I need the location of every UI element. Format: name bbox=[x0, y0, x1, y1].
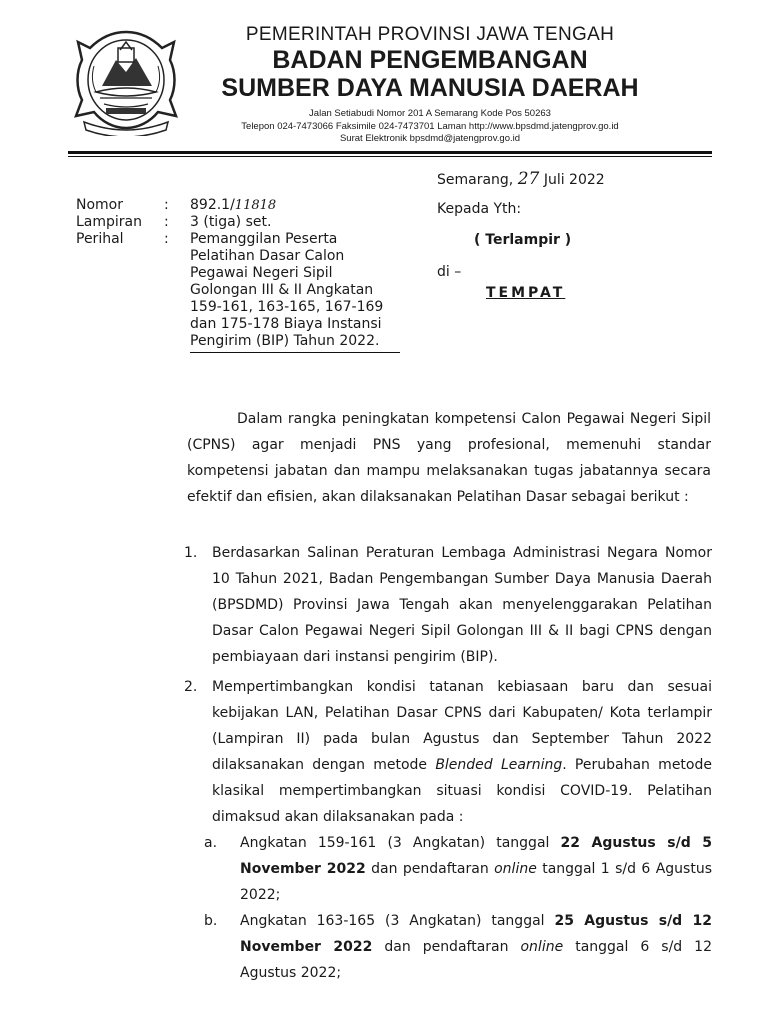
letterhead bbox=[190, 24, 670, 146]
sub-list-item-a bbox=[204, 830, 712, 908]
jawa-tengah-seal-icon bbox=[66, 26, 186, 136]
item-text: Berdasarkan Salinan Peraturan Lembaga Administrasi Negara Nomor 10 Tahun 2021, Badan Pengembangan Sumber Daya Manusia Daerah (BPSDMD) Provinsi Jawa Tengah akan menyelenggarakan Pelatihan Dasar Calon Pegawai Negeri Sipil Golongan III & II bagi CPNS dengan pembiayaan dari instansi pengirim (BIP). bbox=[212, 545, 712, 665]
sub-item-dates-bold: 25 Agustus s/d 12 November 2022 bbox=[240, 913, 713, 955]
contact-line: Telepon 024-7473066 Faksimile 024-7473701 Laman http://www.bpsdmd.jatengprov.go.id bbox=[241, 120, 619, 132]
sub-item-text-part: Angkatan 159-161 (3 Angkatan) tanggal bbox=[240, 835, 561, 851]
perihal-line: Pemanggilan Peserta bbox=[190, 231, 338, 247]
date-day-handwritten: 27 bbox=[517, 169, 540, 189]
kepada-label: Kepada Yth: bbox=[437, 201, 522, 217]
recipient-tempat: TEMPAT bbox=[486, 285, 566, 301]
sub-item-dates-bold: 22 Agustus s/d 5 November 2022 bbox=[240, 835, 712, 877]
di-label: di – bbox=[437, 264, 462, 280]
sub-item-text-part: tanggal 6 s/d 12 Agustus 2022; bbox=[240, 939, 712, 981]
item-text-part: Mempertimbangkan kondisi tatanan kebiasaan baru dan sesuai kebijakan LAN, Pelatihan Dasar CPNS dari Kabupaten/ Kota terlampir (Lampiran II) pada bulan Agustus dan September Tahun 2022 dilaksanakan dengan metode bbox=[212, 679, 712, 773]
numbered-list-item-2 bbox=[184, 674, 712, 830]
colon: : bbox=[164, 197, 169, 213]
numbered-list-item-1 bbox=[184, 540, 712, 670]
perihal-label: Perihal bbox=[76, 231, 124, 247]
sub-item-letter: a. bbox=[204, 835, 218, 851]
item-text bbox=[212, 674, 712, 830]
government-name: PEMERINTAH PROVINSI JAWA TENGAH bbox=[245, 24, 615, 45]
lampiran-label: Lampiran bbox=[76, 214, 143, 230]
sub-list-item-b bbox=[204, 908, 712, 986]
colon: : bbox=[164, 214, 169, 230]
sub-item-text-part: dan pendaftaran bbox=[372, 939, 521, 955]
perihal-value bbox=[190, 231, 400, 353]
nomor-handwritten: 11818 bbox=[234, 198, 277, 213]
perihal-line: Pelatihan Dasar Calon bbox=[190, 248, 345, 264]
nomor-value bbox=[190, 197, 400, 214]
letter-meta bbox=[76, 197, 400, 353]
sub-item-text bbox=[240, 908, 712, 986]
sub-item-text-part: tanggal 1 s/d 6 Agustus 2022; bbox=[240, 861, 713, 903]
sub-item-text-part: dan pendaftaran bbox=[365, 861, 495, 877]
sub-item-text-italic: online bbox=[520, 939, 564, 955]
sub-item-letter: b. bbox=[204, 913, 218, 929]
letter-date bbox=[437, 169, 605, 189]
agency-name-line1: BADAN PENGEMBANGAN bbox=[272, 46, 588, 74]
item-number: 2. bbox=[184, 679, 198, 695]
letterhead-divider-thin bbox=[68, 156, 712, 157]
nomor-label: Nomor bbox=[76, 197, 123, 213]
email-line: Surat Elektronik bpsdmd@jatengprov.go.id bbox=[339, 133, 521, 144]
perihal-line: Pegawai Negeri Sipil bbox=[190, 265, 333, 281]
perihal-line: Pengirim (BIP) Tahun 2022. bbox=[190, 333, 400, 353]
address-line: Jalan Setiabudi Nomor 201 A Semarang Kode Pos 50263 bbox=[309, 108, 551, 119]
perihal-row bbox=[76, 231, 400, 353]
date-city: Semarang, bbox=[437, 172, 514, 188]
colon: : bbox=[164, 231, 169, 247]
nomor-row bbox=[76, 197, 400, 214]
agency-name-line2: SUMBER DAYA MANUSIA DAERAH bbox=[221, 74, 639, 102]
intro-paragraph bbox=[187, 406, 711, 510]
sub-item-text bbox=[240, 830, 712, 908]
perihal-line: dan 175-178 Biaya Instansi bbox=[190, 316, 382, 332]
perihal-line: 159-161, 163-165, 167-169 bbox=[190, 299, 384, 315]
perihal-line: Golongan III & II Angkatan bbox=[190, 282, 374, 298]
lampiran-value: 3 (tiga) set. bbox=[190, 214, 272, 230]
item-number: 1. bbox=[184, 545, 198, 561]
address-block bbox=[190, 108, 670, 146]
item-text-part: . Perubahan metode klasikal mempertimbangkan situasi kondisi COVID-19. Pelatihan dimaksud akan dilaksanakan pada : bbox=[212, 757, 712, 825]
item-text-italic: Blended Learning bbox=[435, 757, 563, 773]
recipient-terlampir: ( Terlampir ) bbox=[474, 232, 572, 248]
sub-item-text-italic: online bbox=[494, 861, 537, 877]
lampiran-row bbox=[76, 214, 400, 231]
intro-text: Dalam rangka peningkatan kompetensi Calon Pegawai Negeri Sipil (CPNS) agar menjadi PNS yang profesional, memenuhi standar kompetensi jabatan dan mampu melaksanakan tugas jabatannya secara efektif dan efisien, akan dilaksanakan Pelatihan Dasar sebagai berikut : bbox=[187, 411, 711, 505]
date-month-year: Juli 2022 bbox=[543, 172, 605, 188]
sub-item-text-part: Angkatan 163-165 (3 Angkatan) tanggal bbox=[240, 913, 555, 929]
letterhead-divider-thick bbox=[68, 151, 712, 154]
nomor-number: 892.1/ bbox=[190, 197, 235, 213]
